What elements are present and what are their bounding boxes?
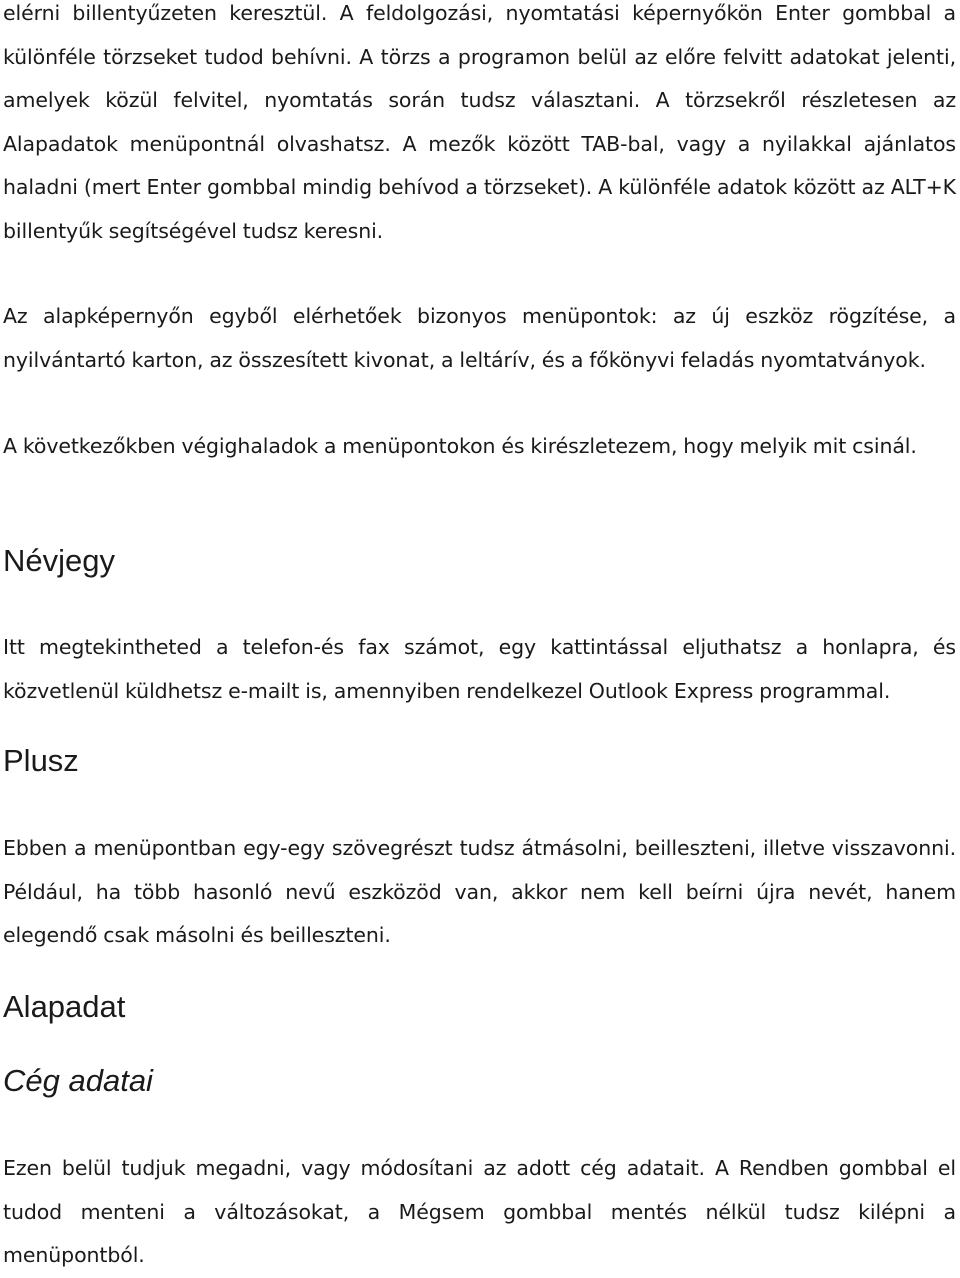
heading-alapadat: Alapadat bbox=[3, 989, 126, 1024]
heading-ceg-adatai: Cég adatai bbox=[3, 1063, 153, 1098]
paragraph-overview: A következőkben végighaladok a menüpontokon és kirészletezem, hogy melyik mit csinál. bbox=[3, 434, 917, 458]
heading-plusz: Plusz bbox=[3, 743, 79, 778]
paragraph-nevjegy: Itt megtekintheted a telefon-és fax számot, egy kattintással eljuthatsz a honlapra, és közvetlenül küldhetsz e-mailt is, amennyiben rendelkezel Outlook Express programmal. bbox=[3, 635, 956, 703]
paragraph-plusz: Ebben a menüpontban egy-egy szövegrészt tudsz átmásolni, beilleszteni, illetve visszavonni. Például, ha több hasonló nevű eszközöd van, akkor nem kell beírni újra nevét, hanem elegendő csak másolni és beilleszteni. bbox=[3, 836, 956, 947]
heading-nevjegy: Névjegy bbox=[3, 543, 115, 578]
paragraph-main-screen-menus: Az alapképernyőn egyből elérhetőek bizonyos menüpontok: az új eszköz rögzítése, a nyilvántartó karton, az összesített kivonat, a leltárív, és a főkönyvi feladás nyomtatványok. bbox=[3, 304, 956, 372]
paragraph-ceg-adatai: Ezen belül tudjuk megadni, vagy módosítani az adott cég adatait. A Rendben gombbal el tudod menteni a változásokat, a Mégsem gombbal mentés nélkül tudsz kilépni a menüpontból. bbox=[3, 1156, 956, 1267]
paragraph-keyboard-navigation: elérni billentyűzeten keresztül. A feldolgozási, nyomtatási képernyőkön Enter gombbal a különféle törzseket tudod behívni. A törzs a programon belül az előre felvitt adatokat jelenti, amelyek közül felvitel, nyomtatás során tudsz választani. A törzsekről részletesen az Alapadatok menüpontnál olvashatsz. A mezők között TAB-bal, vagy a nyilakkal ajánlatos haladni (mert Enter gombbal mindig behívod a törzseket). A különféle adatok között az ALT+K billentyűk segítségével tudsz keresni. bbox=[3, 1, 956, 243]
